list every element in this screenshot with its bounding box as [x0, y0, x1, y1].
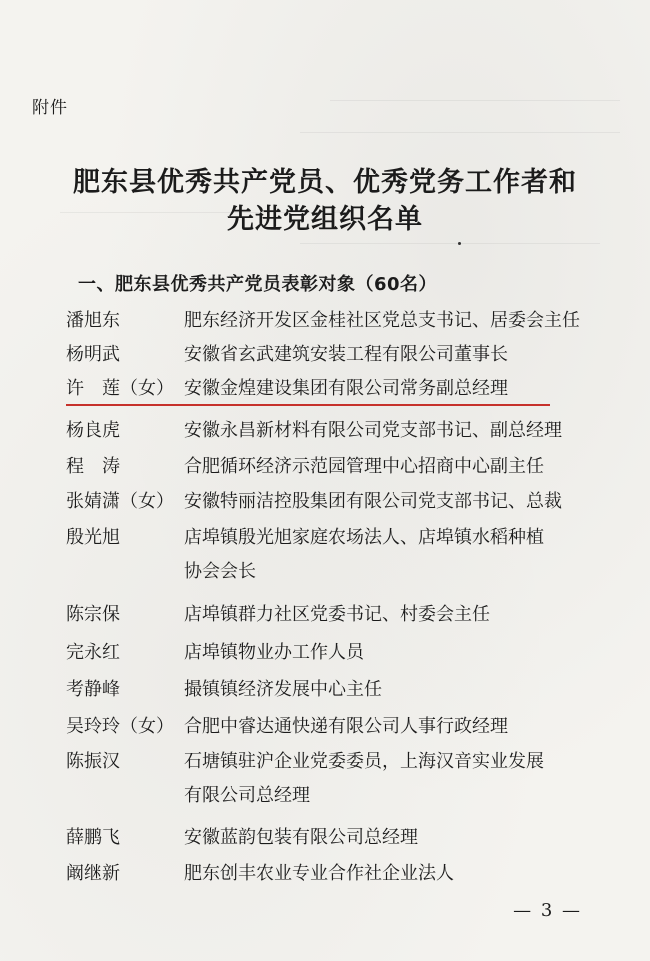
person-description [184, 485, 598, 519]
person-description [184, 304, 598, 338]
person-name: 潘旭东 [66, 310, 120, 331]
description-line: 协会会长 [184, 561, 256, 582]
ink-dot [458, 242, 461, 245]
description-line: 安徽蓝韵包装有限公司总经理 [184, 827, 418, 848]
description-line: 安徽金煌建设集团有限公司常务副总经理 [184, 378, 508, 399]
person-name: 杨良虎 [66, 420, 120, 441]
bleed-line [300, 243, 600, 244]
person-description [184, 673, 598, 707]
person-name: 阚继新 [66, 863, 120, 884]
person-description [184, 338, 598, 372]
bleed-line [330, 100, 620, 101]
person-description [184, 372, 598, 406]
person-description [184, 598, 598, 632]
person-description [184, 636, 598, 670]
person-name: 考静峰 [66, 679, 120, 700]
person-name: 吴玲玲（女） [66, 716, 174, 737]
person-name: 薛鹏飞 [66, 827, 120, 848]
attachment-label: 附件 [32, 98, 68, 118]
person-name: 杨明武 [66, 344, 120, 365]
description-line: 合肥中睿达通快递有限公司人事行政经理 [184, 716, 508, 737]
person-name: 陈宗保 [66, 604, 120, 625]
person-description [184, 745, 598, 813]
description-line: 店埠镇殷光旭家庭农场法人、店埠镇水稻种植 [184, 527, 544, 548]
document-title-line-1: 肥东县优秀共产党员、优秀党务工作者和 [73, 167, 577, 198]
description-line: 撮镇镇经济发展中心主任 [184, 679, 382, 700]
description-line: 店埠镇物业办工作人员 [184, 642, 364, 663]
section-heading: 一、肥东县优秀共产党员表彰对象（60名） [78, 274, 438, 295]
person-description [184, 857, 598, 891]
description-line: 安徽永昌新材料有限公司党支部书记、副总经理 [184, 420, 562, 441]
highlight-underline [66, 404, 550, 406]
person-description [184, 414, 598, 448]
person-name: 陈振汉 [66, 751, 120, 772]
person-description [184, 521, 598, 589]
description-line: 安徽特丽洁控股集团有限公司党支部书记、总裁 [184, 491, 562, 512]
description-line: 肥东经济开发区金桂社区党总支书记、居委会主任 [184, 310, 580, 331]
description-line: 肥东创丰农业专业合作社企业法人 [184, 863, 454, 884]
person-name: 殷光旭 [66, 527, 120, 548]
description-line: 店埠镇群力社区党委书记、村委会主任 [184, 604, 490, 625]
person-name: 许 莲（女） [66, 378, 174, 399]
person-description [184, 821, 598, 855]
description-line: 石塘镇驻沪企业党委委员，上海汉音实业发展 [184, 751, 544, 772]
person-description [184, 710, 598, 744]
description-line: 安徽省玄武建筑安装工程有限公司董事长 [184, 344, 508, 365]
person-name: 程 涛 [66, 456, 120, 477]
bleed-line [300, 132, 620, 133]
person-name: 完永红 [66, 642, 120, 663]
page-number: — 3 — [513, 900, 582, 921]
description-line: 有限公司总经理 [184, 785, 310, 806]
description-line: 合肥循环经济示范园管理中心招商中心副主任 [184, 456, 544, 477]
person-name: 张婧潇（女） [66, 491, 174, 512]
document-title-line-2: 先进党组织名单 [227, 204, 423, 235]
person-description [184, 450, 598, 484]
